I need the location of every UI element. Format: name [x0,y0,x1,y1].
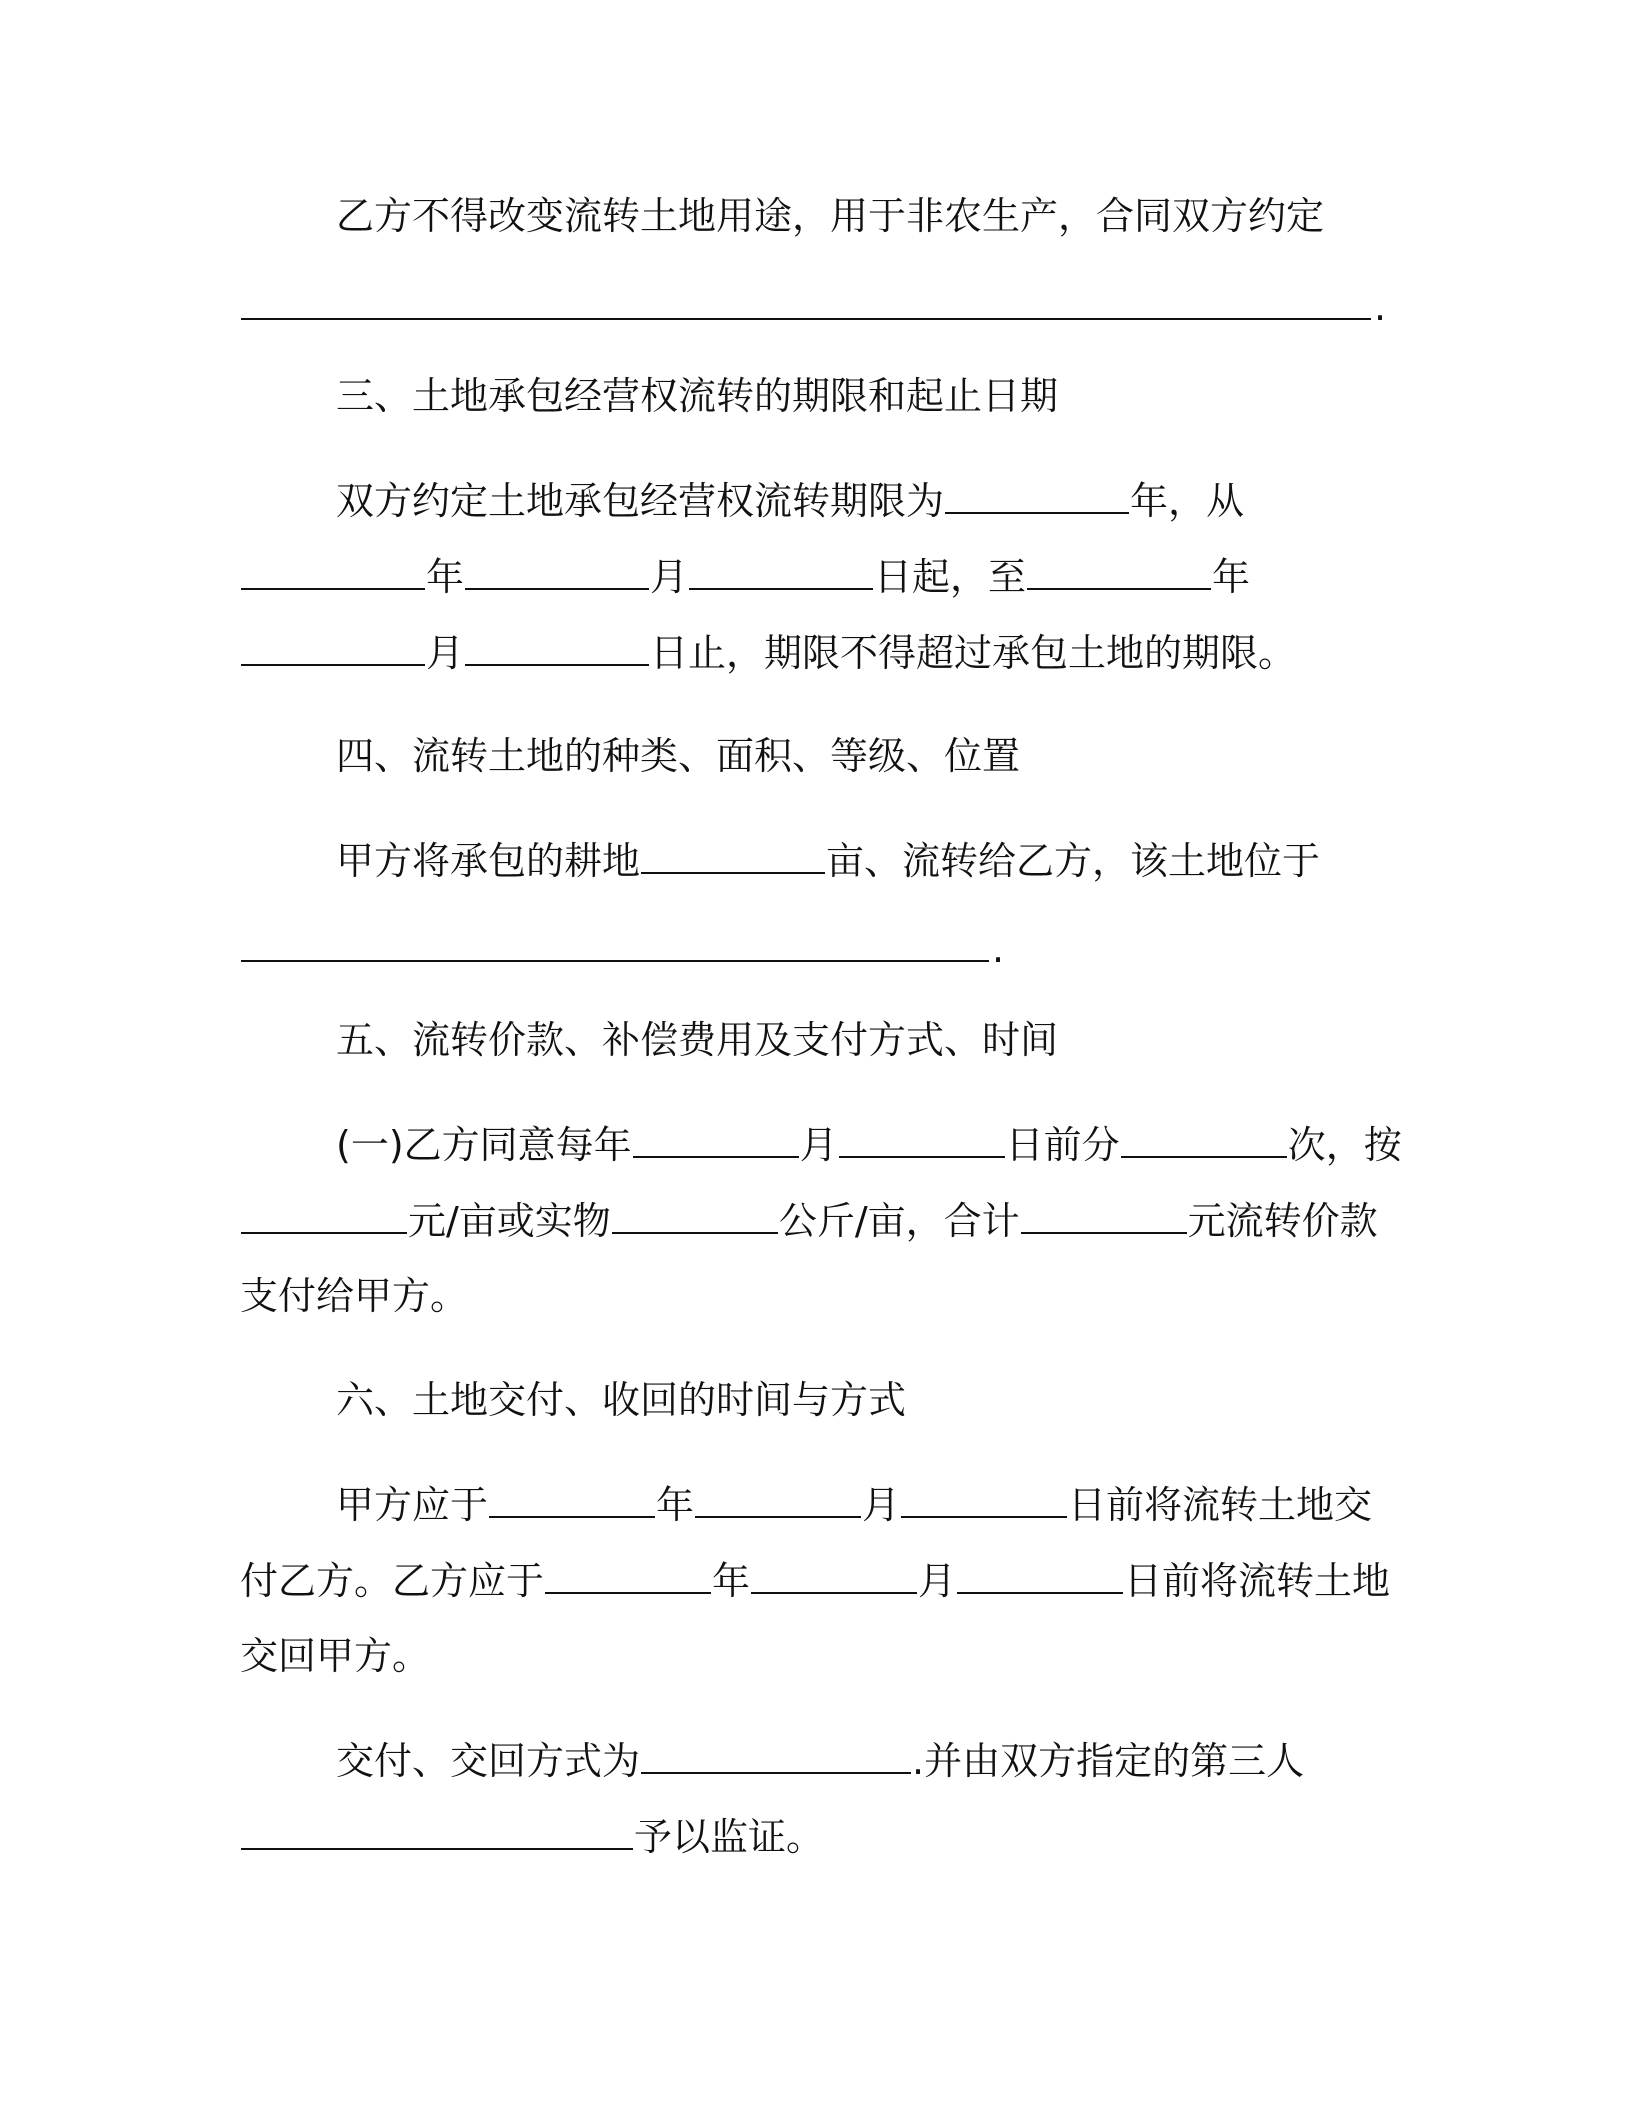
text-segment: (一)乙方同意每年 [336,1123,632,1167]
section-5-line-2 [240,1190,1420,1250]
text-segment: 年 [1212,555,1251,599]
section-4-line-2 [240,918,1420,978]
section-3-line-2 [240,546,1420,606]
paragraph-land-use [336,186,1516,246]
text-segment: 年，从 [1130,479,1245,523]
text-segment: 甲方将承包的耕地 [336,839,641,883]
section-6-line-2 [240,1550,1420,1610]
fill-blank [465,622,649,666]
text-segment: 月 [918,1559,957,1603]
text-segment: 月 [650,555,689,599]
text-segment: 交回甲方。 [240,1634,431,1678]
section-6-line-1 [336,1474,1516,1534]
fill-blank [945,470,1129,514]
fill-blank [241,1806,633,1850]
fill-blank [957,1550,1123,1594]
fill-blank [695,1474,861,1518]
section-5-line-3 [240,1266,1420,1326]
period: . [1374,285,1387,329]
section-6-heading [336,1370,1516,1430]
section-6-line-3 [240,1626,1420,1686]
section-3-heading [336,366,1516,426]
text-segment: 年 [426,555,465,599]
fill-blank [1027,546,1211,590]
text-segment: 年 [712,1559,751,1603]
fill-blank [612,1190,778,1234]
fill-blank [633,1114,799,1158]
section-6-line-4 [336,1730,1516,1790]
text-segment: 次，按 [1287,1123,1402,1167]
heading-text: 五、流转价款、补偿费用及支付方式、时间 [336,1018,1059,1062]
section-6-line-5 [240,1806,1420,1866]
text-segment: 甲方应于 [336,1483,489,1527]
fill-blank [1121,1114,1287,1158]
text-land-use: 乙方不得改变流转土地用途，用于非农生产，合同双方约定 [336,194,1325,238]
text-segment: 月 [426,631,465,675]
text-segment: 日前将流转土地交 [1068,1483,1373,1527]
heading-text: 三、土地承包经营权流转的期限和起止日期 [336,374,1059,418]
fill-blank [545,1550,711,1594]
text-segment: 日前将流转土地 [1124,1559,1391,1603]
text-segment: 元/亩或实物 [408,1199,611,1243]
fill-blank [751,1550,917,1594]
fill-blank [241,276,1371,320]
period: . [992,927,1005,971]
fill-blank [689,546,873,590]
text-segment: .并由双方指定的第三人 [912,1739,1305,1783]
text-segment: 月 [799,1123,838,1167]
section-3-line-1 [336,470,1516,530]
fill-blank [241,1190,407,1234]
section-5-line-1 [336,1114,1516,1174]
fill-blank [641,1730,911,1774]
text-segment: 年 [656,1483,695,1527]
text-segment: 支付给甲方。 [240,1274,469,1318]
fill-blank [465,546,649,590]
section-4-heading [336,726,1516,786]
text-segment: 日前分 [1005,1123,1120,1167]
heading-text: 六、土地交付、收回的时间与方式 [336,1378,907,1422]
heading-text: 四、流转土地的种类、面积、等级、位置 [336,734,1021,778]
text-segment: 月 [862,1483,901,1527]
text-segment: 交付、交回方式为 [336,1739,641,1783]
fill-blank [241,546,425,590]
fill-blank [241,918,989,962]
text-segment: 付乙方。乙方应于 [240,1559,545,1603]
text-segment: 元流转价款 [1187,1199,1378,1243]
fill-blank [489,1474,655,1518]
fill-blank [241,622,425,666]
section-4-line-1 [336,830,1516,890]
fill-blank [641,830,825,874]
text-segment: 予以监证。 [634,1815,825,1859]
fill-blank [901,1474,1067,1518]
text-segment: 日止，期限不得超过承包土地的期限。 [650,631,1297,675]
text-segment: 日起，至 [874,555,1027,599]
text-segment: 亩、流转给乙方，该土地位于 [826,839,1321,883]
text-segment: 公斤/亩，合计 [778,1199,1020,1243]
section-3-line-3 [240,622,1420,682]
fill-blank [1021,1190,1187,1234]
section-5-heading [336,1010,1516,1070]
fill-blank [839,1114,1005,1158]
text-segment: 双方约定土地承包经营权流转期限为 [336,479,945,523]
paragraph-land-use-blank-line [240,276,1420,336]
